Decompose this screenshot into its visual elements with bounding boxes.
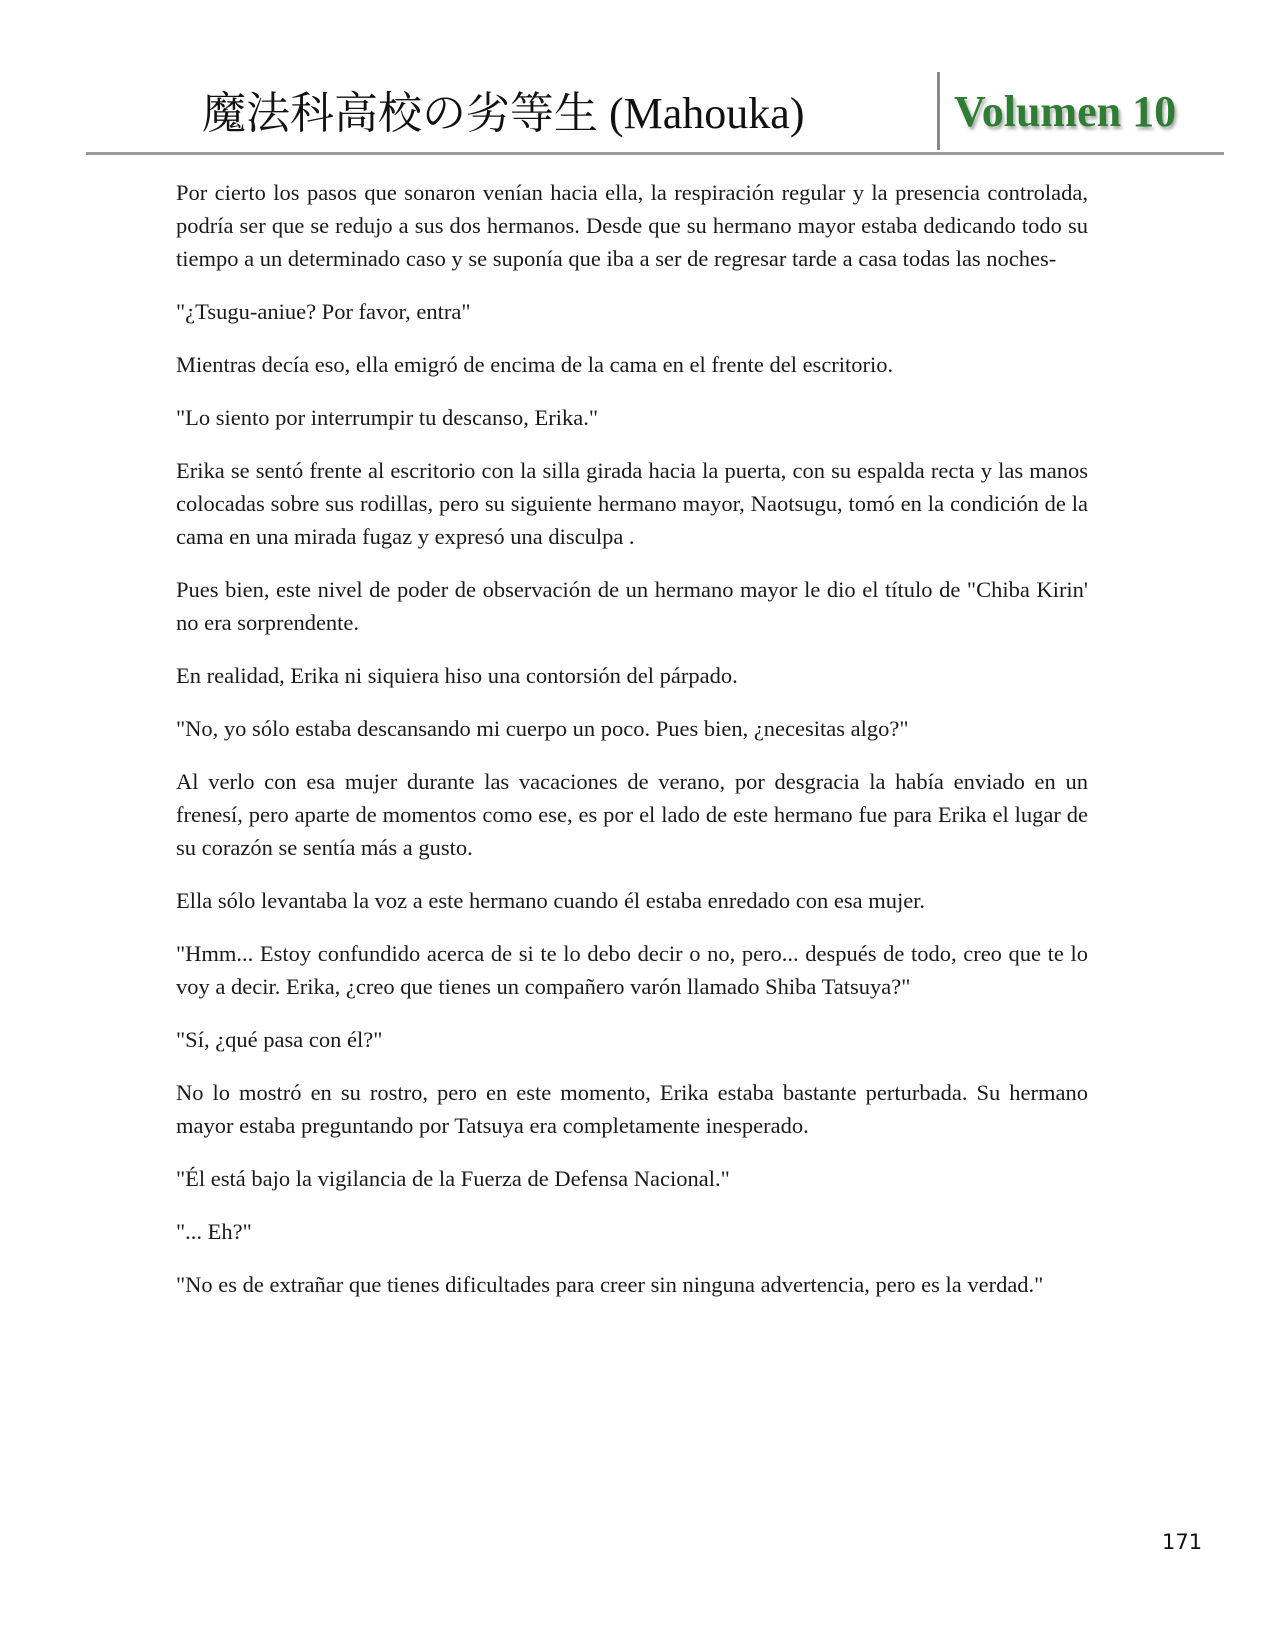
paragraph-5: Erika se sentó frente al escritorio con la silla girada hacia la puerta, con su espalda recta y las manos colocadas sobre sus rodillas, pero su siguiente hermano mayor, Naotsugu, tomó en la condición de la cama en una mirada fugaz y expresó una disculpa . bbox=[176, 458, 1088, 549]
paragraph-9: Al verlo con esa mujer durante las vacaciones de verano, por desgracia la había enviado en un frenesí, pero aparte de momentos como ese, es por el lado de este hermano fue para Erika el lugar de su corazón se sentía más a gusto. bbox=[176, 769, 1088, 860]
book-title: 魔法科高校の劣等生 (Mahouka) bbox=[202, 89, 805, 138]
paragraph-11: "Hmm... Estoy confundido acerca de si te lo debo decir o no, pero... después de todo, creo que te lo voy a decir. Erika, ¿creo que tienes un compañero varón llamado Shiba Tatsuya?" bbox=[176, 941, 1088, 999]
paragraph-6: Pues bien, este nivel de poder de observación de un hermano mayor le dio el título de "Chiba Kirin' no era sorprendente. bbox=[176, 577, 1088, 635]
paragraph-14: "Él está bajo la vigilancia de la Fuerza de Defensa Nacional." bbox=[176, 1166, 730, 1191]
page-body bbox=[176, 176, 1088, 1321]
paragraph-10: Ella sólo levantaba la voz a este hermano cuando él estaba enredado con esa mujer. bbox=[176, 888, 926, 913]
header-divider bbox=[937, 72, 940, 150]
paragraph-7: En realidad, Erika ni siquiera hiso una contorsión del párpado. bbox=[176, 663, 738, 688]
paragraph-12: "Sí, ¿qué pasa con él?" bbox=[176, 1027, 383, 1052]
paragraph-15: "... Eh?" bbox=[176, 1219, 252, 1244]
paragraph-1: Por cierto los pasos que sonaron venían hacia ella, la respiración regular y la presencia controlada, podría ser que se redujo a sus dos hermanos. Desde que su hermano mayor estaba dedicando todo su tiempo a un determinado caso y se suponía que iba a ser de regresar tarde a casa todas las noches- bbox=[176, 180, 1088, 271]
paragraph-16: "No es de extrañar que tienes dificultades para creer sin ninguna advertencia, pero es la verdad." bbox=[176, 1272, 1044, 1297]
paragraph-2: "¿Tsugu-aniue? Por favor, entra" bbox=[176, 299, 471, 324]
page-header bbox=[86, 72, 1224, 155]
volume-label: Volumen 10 bbox=[954, 87, 1177, 136]
page-number: 171 bbox=[1162, 1530, 1203, 1554]
paragraph-8: "No, yo sólo estaba descansando mi cuerpo un poco. Pues bien, ¿necesitas algo?" bbox=[176, 716, 909, 741]
paragraph-13: No lo mostró en su rostro, pero en este momento, Erika estaba bastante perturbada. Su hermano mayor estaba preguntando por Tatsuya era completamente inesperado. bbox=[176, 1080, 1088, 1138]
paragraph-3: Mientras decía eso, ella emigró de encima de la cama en el frente del escritorio. bbox=[176, 352, 894, 377]
paragraph-4: "Lo siento por interrumpir tu descanso, Erika." bbox=[176, 405, 599, 430]
